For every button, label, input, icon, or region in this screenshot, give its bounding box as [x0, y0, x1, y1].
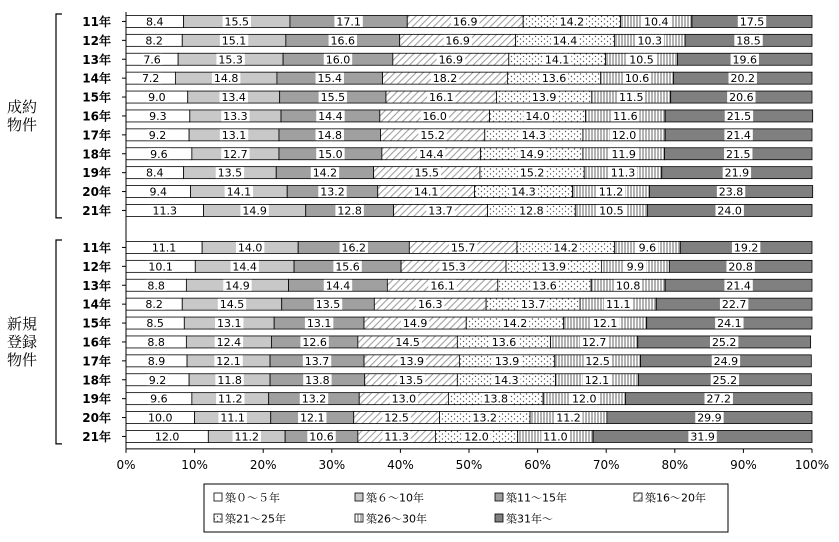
- data-label: 14.8: [317, 128, 342, 142]
- data-label: 11.2: [234, 430, 259, 444]
- data-label: 10.0: [148, 411, 173, 425]
- data-label: 8.2: [145, 298, 163, 312]
- data-label: 10.5: [629, 53, 654, 67]
- row-label: 18年: [82, 373, 111, 388]
- data-label: 14.2: [502, 317, 528, 331]
- data-label: 7.6: [143, 53, 161, 67]
- row-label: 20年: [82, 185, 111, 200]
- data-label: 14.3: [494, 373, 519, 387]
- data-label: 14.8: [213, 72, 239, 86]
- data-label: 13.2: [301, 392, 327, 406]
- data-label: 14.2: [553, 241, 578, 255]
- data-label: 12.4: [216, 335, 242, 349]
- data-label: 19.6: [732, 53, 758, 67]
- row-label: 17年: [82, 354, 111, 369]
- data-label: 17.1: [336, 15, 361, 29]
- data-label: 19.2: [733, 241, 759, 255]
- data-label: 8.2: [145, 34, 163, 48]
- data-label: 27.2: [706, 392, 731, 406]
- data-label: 16.0: [422, 109, 447, 123]
- data-label: 15.7: [450, 241, 476, 255]
- data-label: 11.5: [618, 91, 644, 105]
- row-label: 17年: [82, 128, 111, 143]
- data-label: 13.5: [398, 373, 424, 387]
- legend-swatch: [634, 493, 642, 501]
- data-label: 22.7: [721, 298, 747, 312]
- data-label: 8.5: [146, 317, 164, 331]
- data-label: 14.1: [413, 185, 439, 199]
- data-label: 8.4: [146, 15, 164, 29]
- data-label: 21.9: [724, 166, 750, 180]
- data-label: 10.1: [148, 260, 173, 274]
- data-label: 14.1: [544, 53, 570, 67]
- data-label: 15.5: [414, 166, 440, 180]
- data-label: 11.2: [218, 392, 243, 406]
- group-label: 物件: [6, 350, 38, 369]
- data-label: 21.4: [726, 279, 751, 293]
- data-label: 13.3: [223, 109, 248, 123]
- row-label: 11年: [82, 14, 111, 29]
- row-label: 13年: [82, 278, 111, 293]
- data-label: 10.6: [309, 430, 334, 444]
- x-tick-label: 10%: [181, 457, 208, 472]
- data-label: 15.2: [420, 128, 445, 142]
- data-label: 24.1: [717, 317, 742, 331]
- data-label: 21.5: [726, 109, 752, 123]
- row-label: 19年: [82, 392, 111, 407]
- row-label: 21年: [82, 429, 111, 444]
- data-label: 16.1: [430, 279, 455, 293]
- data-label: 15.3: [441, 260, 466, 274]
- row-label: 12年: [82, 259, 111, 274]
- data-label: 13.9: [531, 91, 557, 105]
- x-tick-label: 30%: [318, 457, 346, 472]
- data-label: 11.9: [611, 147, 636, 161]
- data-label: 13.0: [391, 392, 417, 406]
- data-label: 20.2: [730, 72, 755, 86]
- data-label: 13.1: [306, 317, 332, 331]
- legend-swatch: [355, 514, 363, 522]
- data-label: 8.9: [147, 354, 166, 368]
- data-label: 15.6: [335, 260, 360, 274]
- legend-label: 築11～15年: [506, 491, 567, 505]
- data-label: 25.2: [712, 373, 738, 387]
- data-label: 12.1: [299, 411, 325, 425]
- x-tick-label: 70%: [592, 457, 620, 472]
- data-label: 8.8: [147, 279, 165, 293]
- data-label: 16.0: [325, 53, 351, 67]
- row-label: 11年: [82, 240, 111, 255]
- row-label: 16年: [82, 335, 111, 350]
- data-label: 13.5: [315, 298, 341, 312]
- data-label: 8.4: [146, 166, 164, 180]
- row-label: 15年: [82, 90, 111, 105]
- row-label: 20年: [82, 411, 111, 426]
- data-label: 12.0: [611, 128, 637, 142]
- x-tick-label: 40%: [387, 457, 414, 472]
- legend-label: 築０～５年: [225, 491, 280, 505]
- data-label: 14.3: [521, 128, 547, 142]
- data-label: 29.9: [697, 411, 722, 425]
- legend-label: 築６～10年: [366, 491, 424, 505]
- data-label: 15.3: [218, 53, 243, 67]
- data-label: 13.4: [221, 91, 246, 105]
- data-label: 21.5: [726, 147, 751, 161]
- data-label: 14.0: [237, 241, 263, 255]
- data-label: 16.9: [445, 34, 470, 48]
- data-label: 11.1: [605, 298, 631, 312]
- data-label: 10.4: [644, 15, 669, 29]
- data-label: 9.0: [148, 91, 166, 105]
- data-label: 13.6: [541, 72, 567, 86]
- data-label: 12.1: [584, 373, 610, 387]
- data-label: 11.1: [220, 411, 245, 425]
- data-label: 12.8: [519, 204, 544, 218]
- data-label: 14.3: [511, 185, 536, 199]
- data-label: 12.6: [302, 335, 327, 349]
- data-label: 16.3: [417, 298, 443, 312]
- data-label: 14.1: [226, 185, 252, 199]
- data-label: 11.8: [217, 373, 242, 387]
- data-label: 12.7: [581, 335, 607, 349]
- data-label: 9.9: [626, 260, 645, 274]
- data-label: 31.9: [690, 430, 715, 444]
- row-label: 12年: [82, 33, 111, 48]
- legend-swatch: [495, 493, 503, 501]
- legend-label: 築26～30年: [366, 512, 427, 526]
- data-label: 18.2: [432, 72, 458, 86]
- legend-label: 築16～20年: [645, 491, 706, 505]
- data-label: 12.0: [464, 430, 489, 444]
- x-tick-label: 100%: [794, 457, 830, 472]
- data-label: 10.5: [599, 204, 624, 218]
- row-label: 13年: [82, 52, 111, 67]
- data-label: 14.5: [395, 335, 420, 349]
- data-label: 16.9: [438, 53, 464, 67]
- data-label: 20.8: [728, 260, 753, 274]
- legend-swatch: [214, 493, 222, 501]
- group-bracket: [56, 14, 62, 218]
- legend-swatch: [355, 493, 363, 501]
- data-label: 14.9: [225, 279, 250, 293]
- x-tick-label: 80%: [661, 457, 689, 472]
- data-label: 15.5: [320, 91, 346, 105]
- data-label: 13.1: [221, 128, 247, 142]
- data-label: 15.0: [318, 147, 343, 161]
- data-label: 12.1: [216, 354, 241, 368]
- data-label: 15.5: [224, 15, 250, 29]
- data-label: 9.3: [149, 109, 167, 123]
- group-label: 登録: [6, 332, 38, 351]
- data-label: 17.5: [739, 15, 765, 29]
- data-label: 13.7: [304, 354, 330, 368]
- group-label: 物件: [6, 115, 38, 134]
- data-label: 14.5: [219, 298, 245, 312]
- data-label: 9.4: [149, 185, 167, 199]
- row-label: 14年: [82, 71, 111, 86]
- data-label: 14.4: [419, 147, 444, 161]
- data-label: 13.9: [541, 260, 566, 274]
- data-label: 9.6: [638, 241, 657, 255]
- data-label: 14.4: [318, 109, 343, 123]
- x-tick-label: 20%: [249, 457, 277, 472]
- data-label: 10.8: [615, 279, 641, 293]
- data-label: 12.1: [592, 317, 618, 331]
- data-label: 10.3: [637, 34, 663, 48]
- data-label: 13.7: [428, 204, 453, 218]
- data-label: 12.5: [384, 411, 409, 425]
- data-label: 13.1: [216, 317, 242, 331]
- data-label: 13.6: [532, 279, 557, 293]
- data-label: 9.2: [148, 373, 167, 387]
- data-label: 13.2: [320, 185, 345, 199]
- data-label: 13.9: [399, 354, 424, 368]
- data-label: 16.6: [330, 34, 356, 48]
- data-label: 14.4: [325, 279, 351, 293]
- x-tick-label: 60%: [524, 457, 551, 472]
- data-label: 18.5: [736, 34, 761, 48]
- data-label: 9.6: [150, 392, 168, 406]
- data-label: 21.4: [726, 128, 751, 142]
- row-label: 14年: [82, 297, 111, 312]
- legend-swatch: [214, 514, 222, 522]
- data-label: 15.4: [317, 72, 342, 86]
- data-label: 14.9: [242, 204, 267, 218]
- data-label: 16.2: [341, 241, 367, 255]
- data-label: 11.3: [152, 204, 178, 218]
- data-label: 16.9: [452, 15, 478, 29]
- data-label: 24.0: [717, 204, 742, 218]
- data-label: 13.6: [491, 335, 517, 349]
- group-label: 成約: [6, 97, 38, 116]
- data-label: 11.6: [613, 109, 638, 123]
- x-tick-label: 50%: [455, 457, 483, 472]
- x-tick-label: 0%: [116, 457, 136, 472]
- data-label: 14.9: [402, 317, 428, 331]
- data-label: 24.9: [713, 354, 739, 368]
- legend-label: 築21～25年: [225, 512, 286, 526]
- row-label: 15年: [82, 316, 111, 331]
- data-label: 11.3: [384, 430, 409, 444]
- data-label: 12.7: [223, 147, 248, 161]
- data-label: 12.8: [337, 204, 362, 218]
- data-label: 9.6: [150, 147, 168, 161]
- data-label: 13.8: [305, 373, 330, 387]
- data-label: 11.0: [543, 430, 568, 444]
- data-label: 10.6: [624, 72, 650, 86]
- row-label: 21年: [82, 203, 111, 218]
- x-tick-label: 90%: [730, 457, 757, 472]
- data-label: 12.0: [571, 392, 597, 406]
- data-label: 14.2: [559, 15, 585, 29]
- data-label: 11.2: [598, 185, 624, 199]
- data-label: 16.1: [428, 91, 454, 105]
- data-label: 15.1: [221, 34, 247, 48]
- data-label: 13.7: [520, 298, 546, 312]
- data-label: 13.5: [217, 166, 243, 180]
- data-label: 25.2: [711, 335, 737, 349]
- data-label: 13.2: [472, 411, 498, 425]
- y-axis-labels: [7, 14, 126, 444]
- data-label: 8.8: [147, 335, 165, 349]
- data-label: 12.5: [585, 354, 610, 368]
- data-label: 7.2: [141, 72, 160, 86]
- data-label: 20.6: [729, 91, 754, 105]
- data-label: 23.8: [718, 185, 744, 199]
- data-label: 14.4: [232, 260, 257, 274]
- data-label: 14.9: [519, 147, 545, 161]
- data-label: 14.2: [312, 166, 338, 180]
- row-label: 18年: [82, 147, 111, 162]
- data-label: 11.1: [151, 241, 177, 255]
- legend-swatch: [495, 514, 503, 522]
- group-bracket: [56, 240, 62, 444]
- row-label: 16年: [82, 109, 111, 124]
- legend: [204, 484, 728, 532]
- data-label: 15.2: [519, 166, 545, 180]
- data-label: 13.8: [483, 392, 509, 406]
- data-label: 12.0: [154, 430, 180, 444]
- group-label: 新規: [6, 314, 38, 333]
- data-label: 14.4: [552, 34, 578, 48]
- data-label: 9.2: [148, 128, 167, 142]
- data-label: 11.2: [556, 411, 581, 425]
- data-label: 11.3: [610, 166, 636, 180]
- legend-label: 築31年～: [506, 512, 553, 526]
- data-label: 13.9: [494, 354, 520, 368]
- row-label: 19年: [82, 166, 111, 181]
- plot-area: [126, 15, 813, 443]
- data-label: 14.0: [525, 109, 550, 123]
